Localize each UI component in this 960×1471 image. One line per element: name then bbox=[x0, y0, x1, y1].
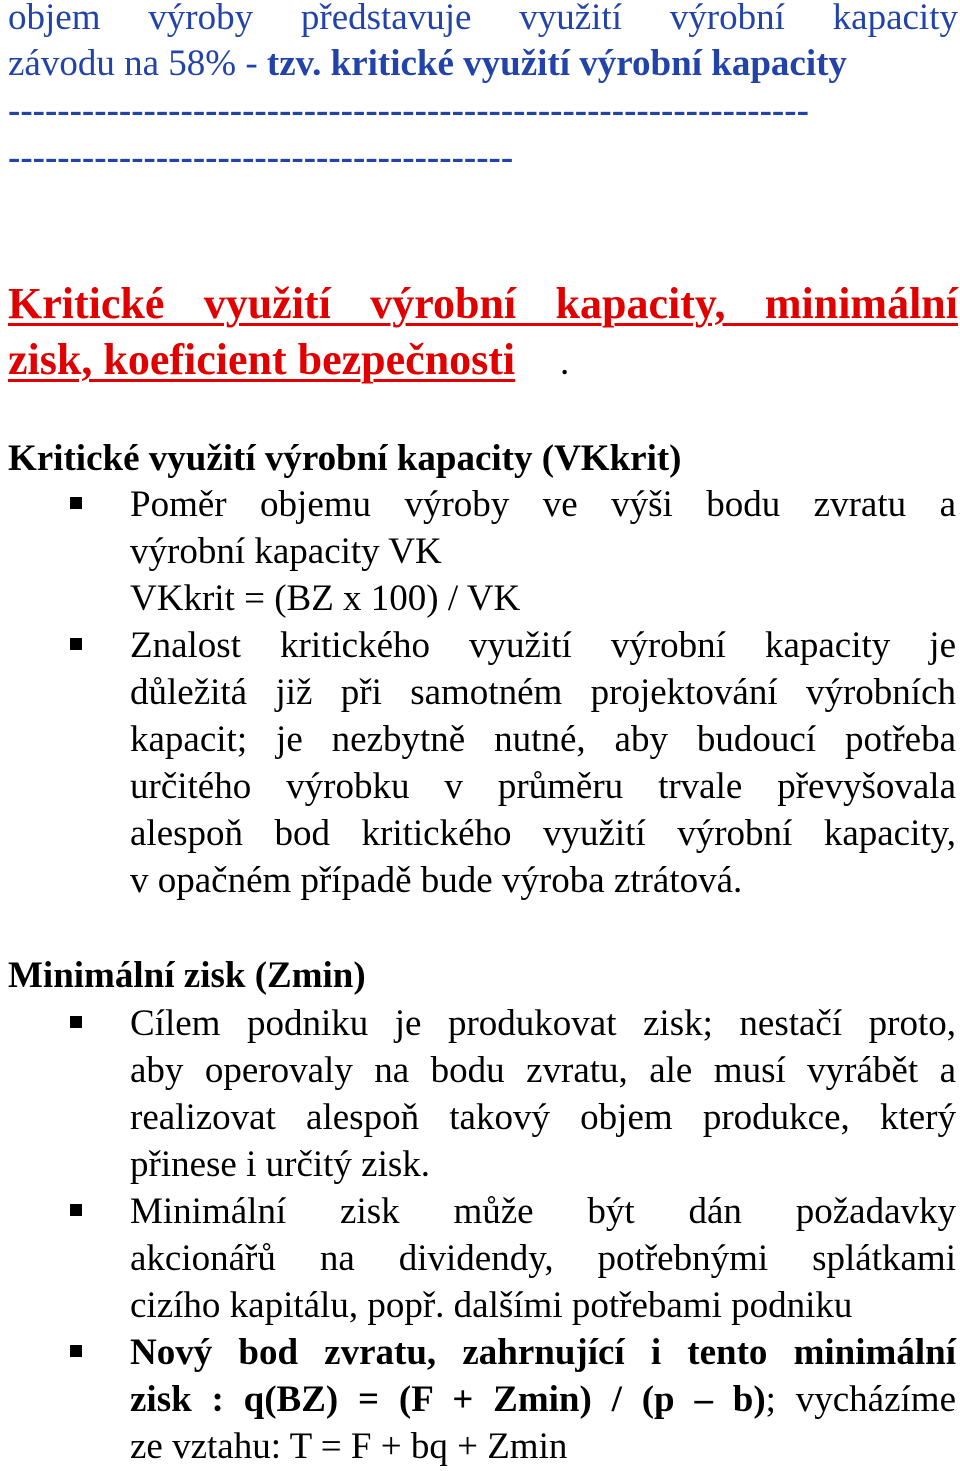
vkkrit-b1-line-2: výrobní kapacity VK bbox=[130, 531, 442, 572]
intro-line-2-bold: tzv. kritické využití výrobní kapacity bbox=[266, 43, 847, 84]
vkkrit-title: Kritické využití výrobní kapacity (VKkrit) bbox=[8, 438, 682, 479]
zmin-b1-line-1: Cílem podniku je produkovat zisk; nestačí proto, bbox=[130, 1003, 956, 1044]
intro-line-1: objem výroby představuje využití výrobní kapacity bbox=[8, 0, 958, 38]
zmin-b3-line-2-bold: zisk : q(BZ) = (F + Zmin) / (p – b) bbox=[130, 1379, 766, 1420]
bullet-marker bbox=[70, 1016, 82, 1028]
vkkrit-b2-line-5: alespoň bod kritického využití výrobní kapacity, bbox=[130, 813, 956, 854]
section-heading-line-1: Kritické využití výrobní kapacity, minimální bbox=[8, 279, 958, 328]
vkkrit-formula: VKkrit = (BZ x 100) / VK bbox=[130, 578, 521, 619]
vkkrit-b2-line-4: určitého výrobku v průměru trvale převyšovala bbox=[130, 766, 956, 807]
zmin-b1-line-2: aby operovaly na bodu zvratu, ale musí vyrábět a bbox=[130, 1050, 956, 1091]
dash-separator-2: ----------------------------------------- bbox=[8, 137, 514, 178]
bullet-marker bbox=[70, 1204, 82, 1216]
dash-separator-1: ----------------------------------------------------------------- bbox=[8, 90, 809, 131]
vkkrit-b2-line-6: v opačném případě bude výroba ztrátová. bbox=[130, 860, 743, 901]
vkkrit-b1-line-1: Poměr objemu výroby ve výši bodu zvratu a bbox=[130, 484, 956, 525]
zmin-title: Minimální zisk (Zmin) bbox=[8, 955, 366, 996]
zmin-b3-line-2-normal: ; vycházíme bbox=[765, 1379, 956, 1420]
zmin-b2-line-2: akcionářů na dividendy, potřebnými splátkami bbox=[130, 1238, 956, 1279]
vkkrit-b2-line-2: důležitá již při samotném projektování výrobních bbox=[130, 672, 956, 713]
zmin-b3-line-1: Nový bod zvratu, zahrnující i tento minimální bbox=[130, 1332, 956, 1373]
intro-line-2-normal: závodu na 58% - bbox=[8, 43, 267, 84]
vkkrit-b2-line-3: kapacit; je nezbytně nutné, aby budoucí potřeba bbox=[130, 719, 956, 760]
heading-period: . bbox=[560, 342, 570, 383]
zmin-b3-line-3: ze vztahu: T = F + bq + Zmin bbox=[130, 1426, 568, 1467]
bullet-marker bbox=[70, 497, 82, 509]
bullet-marker bbox=[70, 1345, 82, 1357]
zmin-b1-line-4: přinese i určitý zisk. bbox=[130, 1144, 431, 1185]
section-heading-line-2 bbox=[8, 332, 515, 388]
zmin-b2-line-3: cizího kapitálu, popř. dalšími potřebami podniku bbox=[130, 1285, 853, 1326]
bullet-marker bbox=[70, 638, 82, 650]
zmin-b2-line-1: Minimální zisk může být dán požadavky bbox=[130, 1191, 956, 1232]
zmin-b1-line-3: realizovat alespoň takový objem produkce, který bbox=[130, 1097, 956, 1138]
section-heading-line-2-text: zisk, koeficient bezpečnosti bbox=[8, 335, 516, 384]
intro-line-2 bbox=[8, 41, 958, 87]
vkkrit-b2-line-1: Znalost kritického využití výrobní kapacity je bbox=[130, 625, 956, 666]
zmin-b3-line-2 bbox=[130, 1377, 956, 1423]
